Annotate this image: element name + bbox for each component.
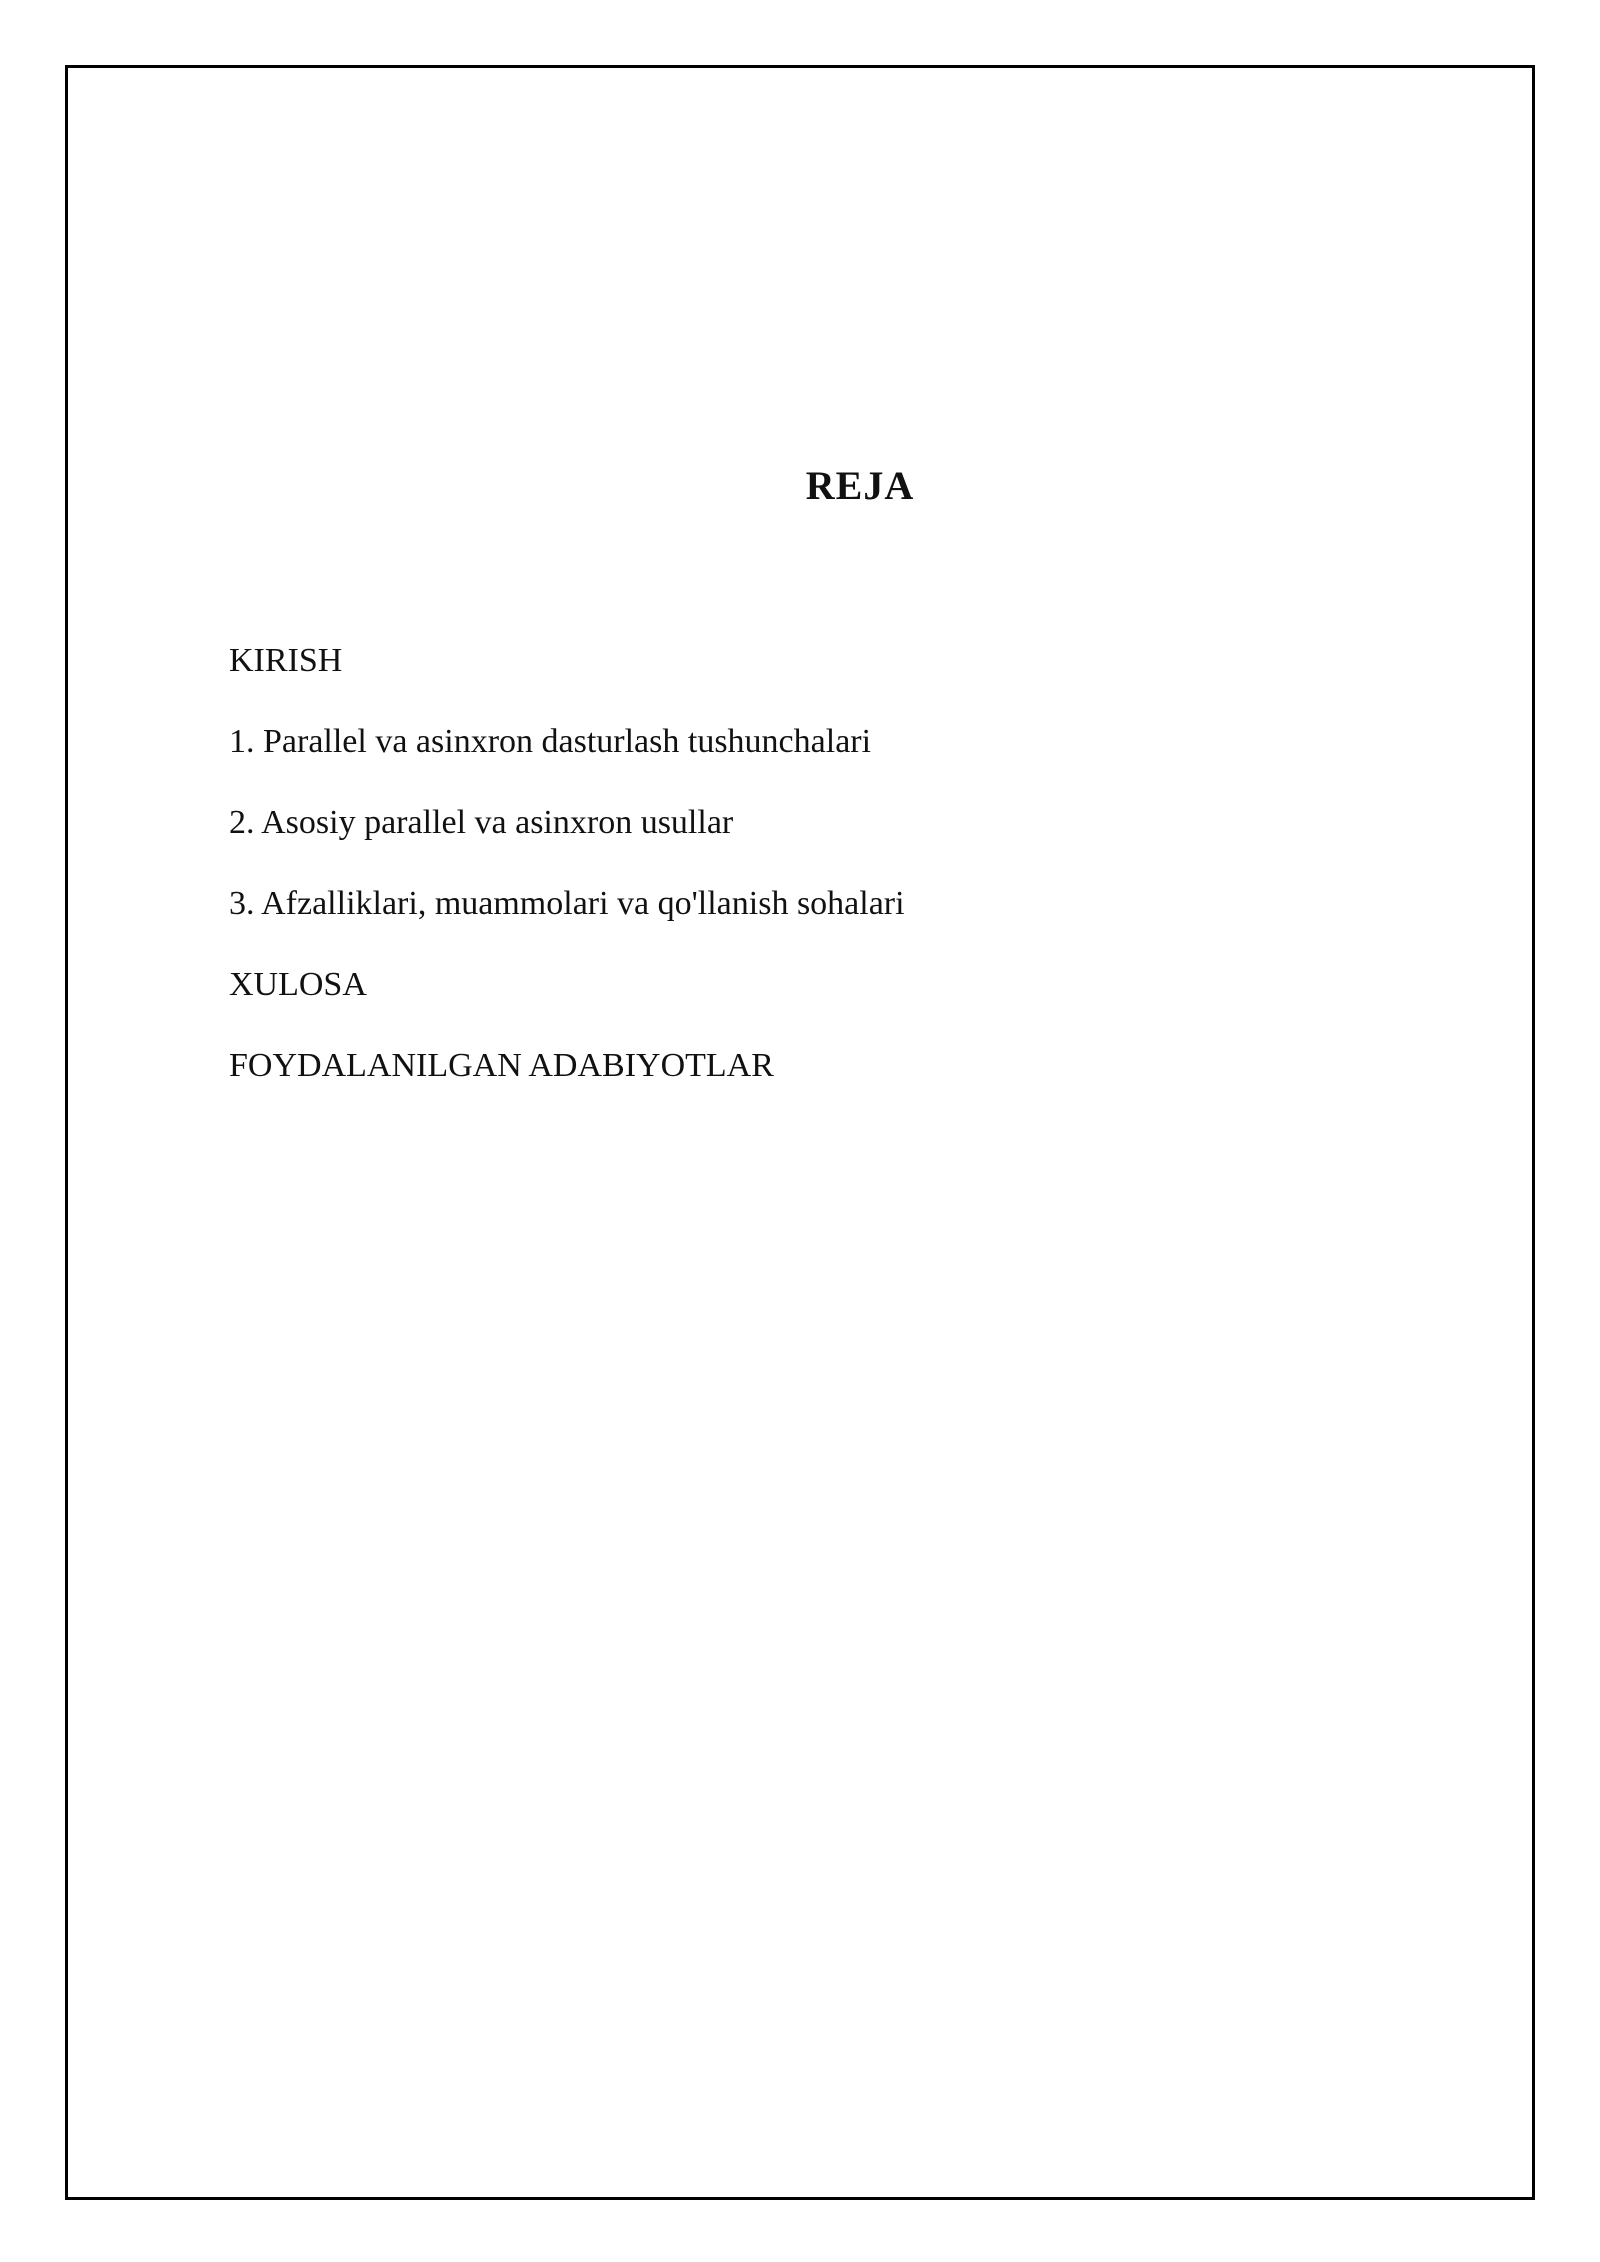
plan-list (229, 641, 905, 1127)
plan-item-references: FOYDALANILGAN ADABIYOTLAR (229, 1047, 774, 1084)
plan-item-1: 1. Parallel va asinxron dasturlash tushunchalari (229, 723, 872, 760)
page-border (65, 65, 1535, 2200)
page-title: REJA (805, 463, 915, 508)
plan-item-conclusion: XULOSA (229, 966, 367, 1003)
plan-item-2: 2. Asosiy parallel va asinxron usullar (229, 804, 734, 841)
plan-item-introduction: KIRISH (229, 642, 343, 679)
plan-item-3: 3. Afzalliklari, muammolari va qo'llanish sohalari (229, 885, 905, 922)
